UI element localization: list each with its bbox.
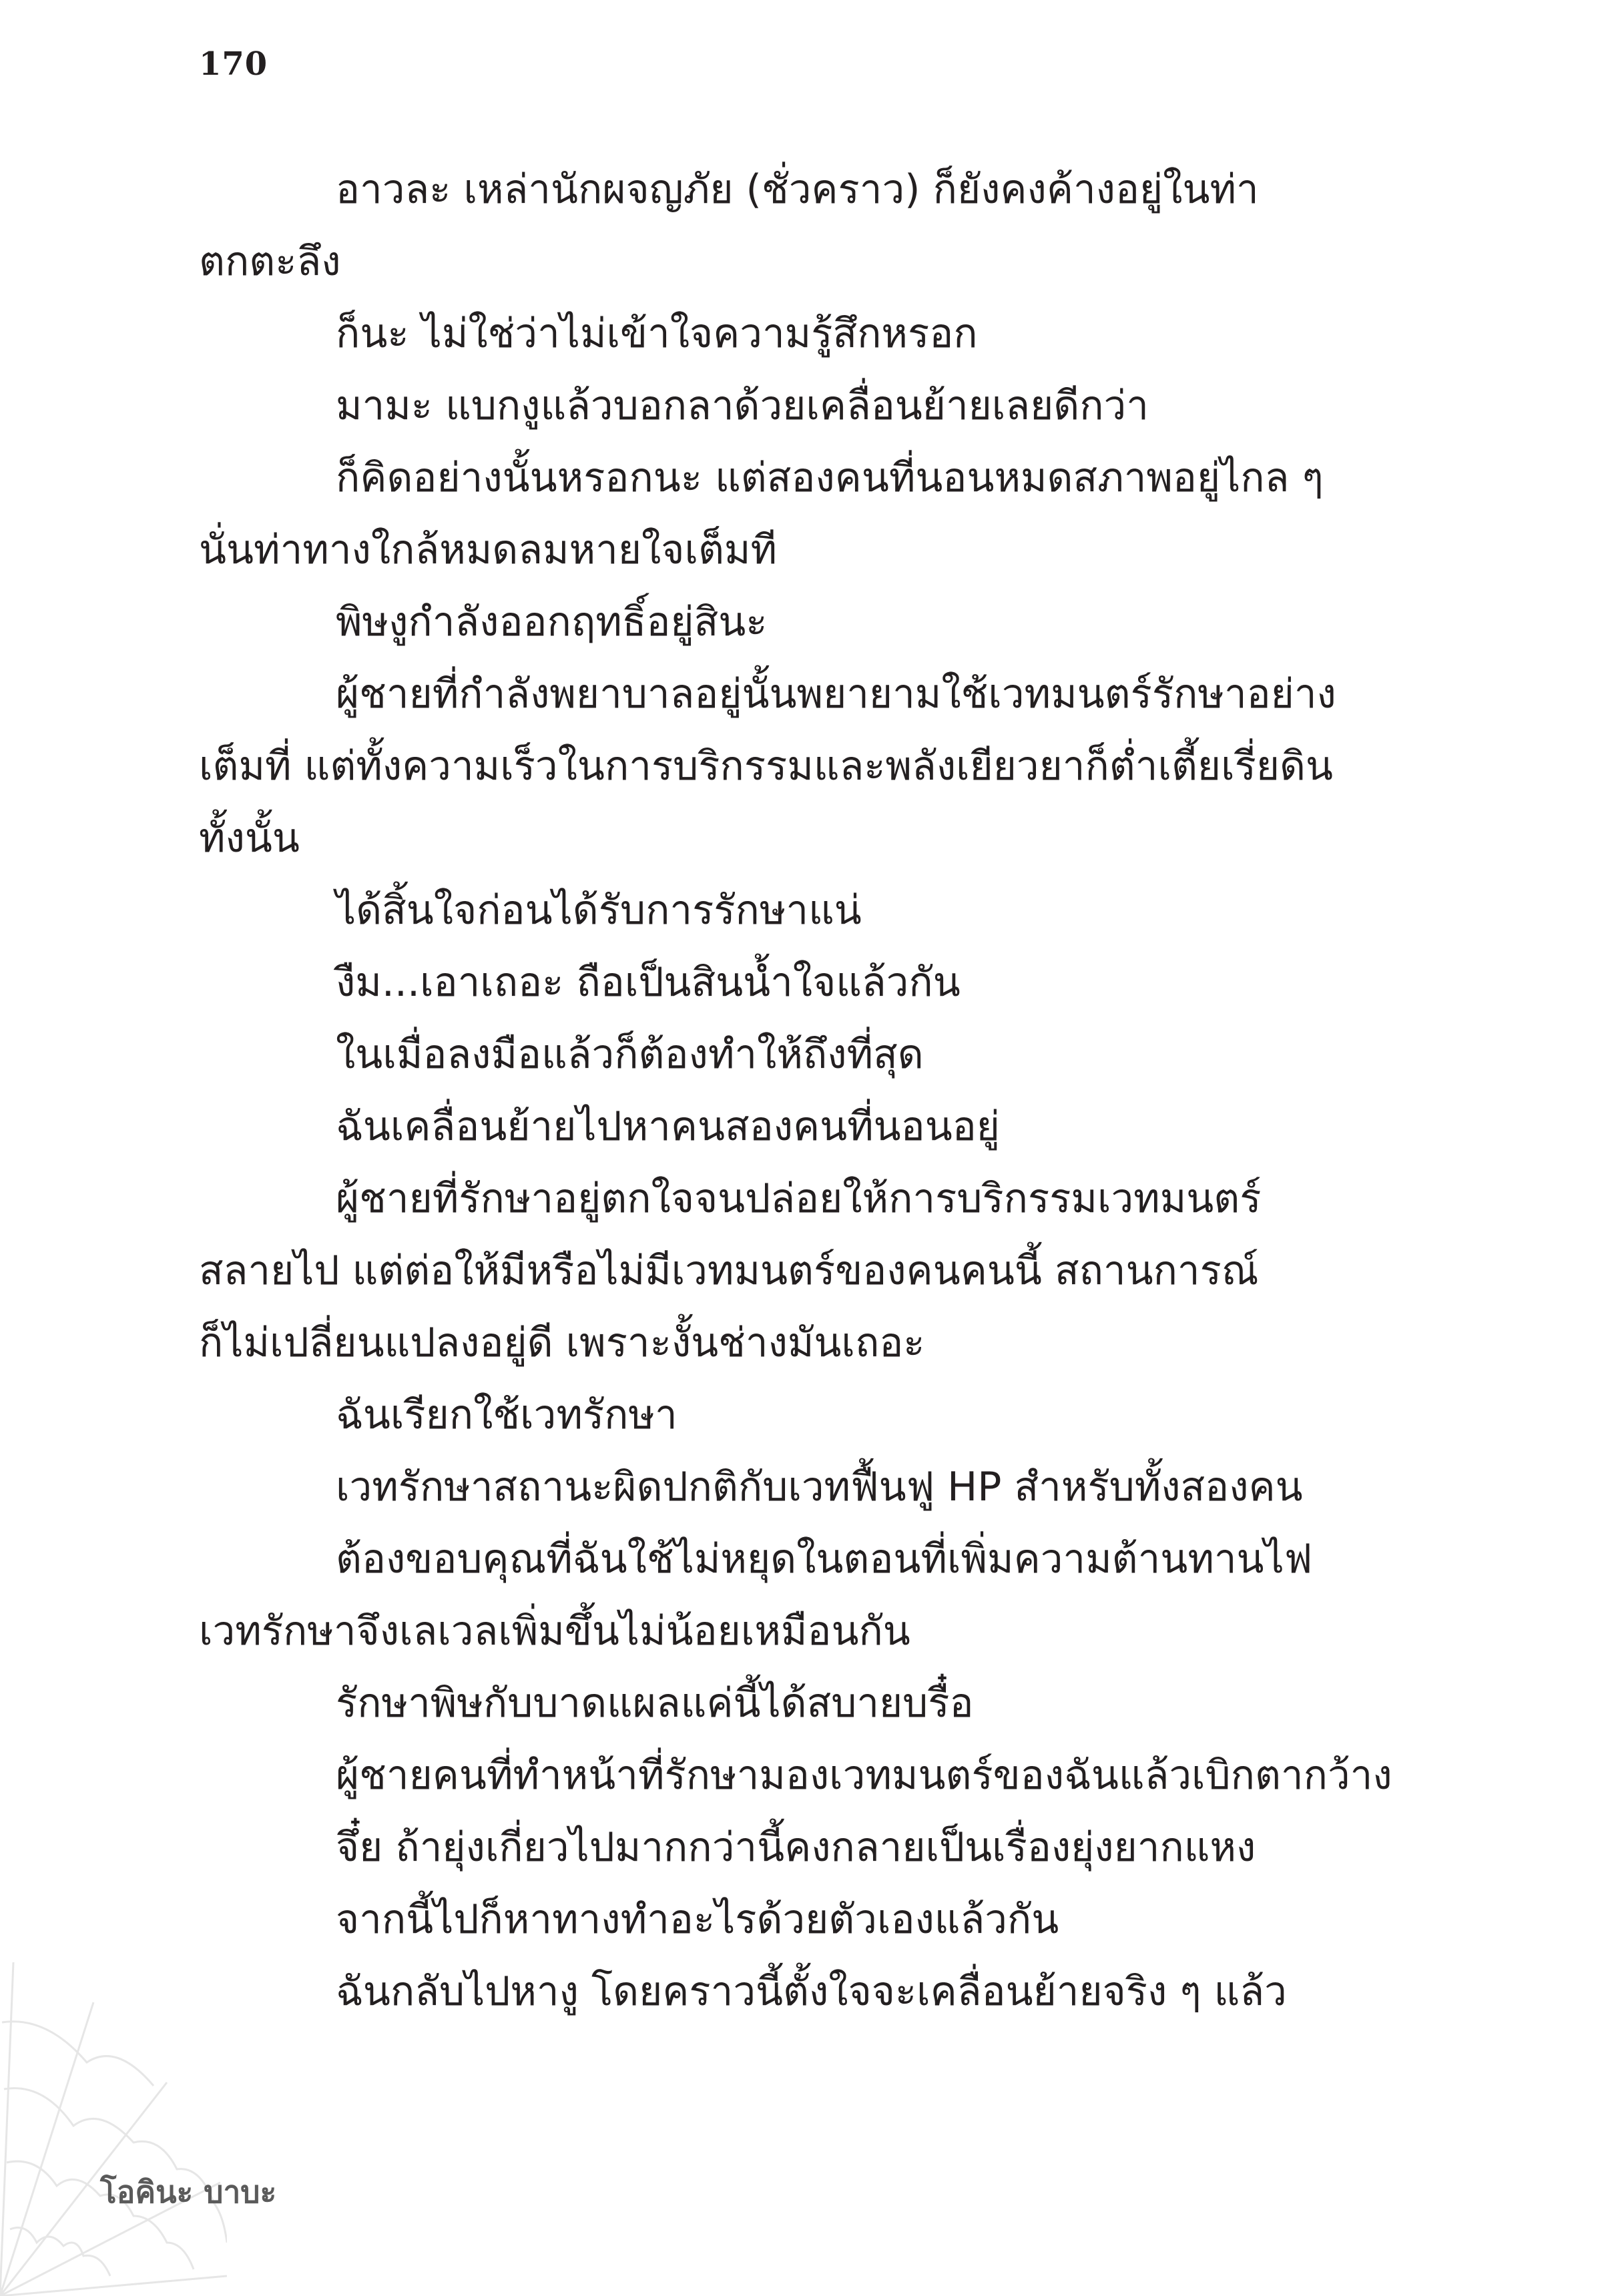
paragraph-continuation-line: เวทรักษาจึงเลเวลเพิ่มขึ้นไม่น้อยเหมือนกัน: [199, 1608, 910, 1655]
paragraph-line: รักษาพิษกับบาดแผลแค่นี้ได้สบายบรื๋อ: [336, 1680, 974, 1727]
paragraph-line: ฉันเรียกใช้เวทรักษา: [336, 1392, 678, 1438]
paragraph-continuation-line: ตกตะลึง: [199, 238, 341, 285]
body-text: [199, 154, 1415, 2028]
paragraph-line: ฉันเคลื่อนย้ายไปหาคนสองคนที่นอนอยู่: [336, 1103, 1000, 1150]
paragraph-line: งืม...เอาเถอะ ถือเป็นสินน้ำใจแล้วกัน: [336, 959, 961, 1006]
paragraph-continuation-line: ก็ไม่เปลี่ยนแปลงอยู่ดี เพราะงั้นช่างมันเถอะ: [199, 1320, 925, 1366]
paragraph-line: เวทรักษาสถานะผิดปกติกับเวทฟื้นฟู HP สำหรับทั้งสองคน: [336, 1464, 1303, 1510]
paragraph-line: ผู้ชายที่กำลังพยาบาลอยู่นั้นพยายามใช้เวทมนตร์รักษาอย่าง: [336, 671, 1336, 718]
paragraph-continuation-line: เต็มที่ แต่ทั้งความเร็วในการบริกรรมและพลังเยียวยาก็ต่ำเตี้ยเรี่ยดิน: [199, 743, 1333, 790]
paragraph-line: จากนี้ไปก็หาทางทำอะไรด้วยตัวเองแล้วกัน: [336, 1896, 1059, 1943]
paragraph-continuation-line: สลายไป แต่ต่อให้มีหรือไม่มีเวทมนตร์ของคนคนนี้ สถานการณ์: [199, 1247, 1259, 1294]
paragraph-line: ได้สิ้นใจก่อนได้รับการรักษาแน่: [336, 887, 862, 934]
paragraph-line: พิษงูกำลังออกฤทธิ์อยู่สินะ: [336, 599, 768, 645]
paragraph-line: ผู้ชายคนที่ทำหน้าที่รักษามองเวทมนตร์ของฉันแล้วเบิกตากว้าง: [336, 1752, 1392, 1799]
author-name: โอคินะ บาบะ: [100, 2174, 277, 2210]
paragraph-line: จึ๋ย ถ้ายุ่งเกี่ยวไปมากกว่านี้คงกลายเป็นเรื่องยุ่งยากแหง: [336, 1824, 1256, 1871]
paragraph-line: อาวละ เหล่านักผจญภัย (ชั่วคราว) ก็ยังคงค้างอยู่ในท่า: [336, 166, 1259, 213]
paragraph-line: ในเมื่อลงมือแล้วก็ต้องทำให้ถึงที่สุด: [336, 1031, 924, 1078]
paragraph-continuation-line: นั่นท่าทางใกล้หมดลมหายใจเต็มที: [199, 527, 778, 573]
cobweb-decoration: [0, 1962, 227, 2296]
page-number: 170: [199, 45, 268, 83]
paragraph-line: ฉันกลับไปหางู โดยคราวนี้ตั้งใจจะเคลื่อนย้ายจริง ๆ แล้ว: [336, 1968, 1287, 2015]
paragraph-line: มามะ แบกงูแล้วบอกลาด้วยเคลื่อนย้ายเลยดีกว่า: [336, 382, 1149, 429]
paragraph-line: ก็นะ ไม่ใช่ว่าไม่เข้าใจความรู้สึกหรอก: [336, 310, 978, 357]
paragraph-line: ก็คิดอย่างนั้นหรอกนะ แต่สองคนที่นอนหมดสภาพอยู่ไกล ๆ: [336, 455, 1324, 501]
paragraph-continuation-line: ทั้งนั้น: [199, 815, 300, 862]
paragraph-line: ต้องขอบคุณที่ฉันใช้ไม่หยุดในตอนที่เพิ่มความต้านทานไฟ: [336, 1536, 1313, 1583]
paragraph-line: ผู้ชายที่รักษาอยู่ตกใจจนปล่อยให้การบริกรรมเวทมนตร์: [336, 1175, 1262, 1222]
